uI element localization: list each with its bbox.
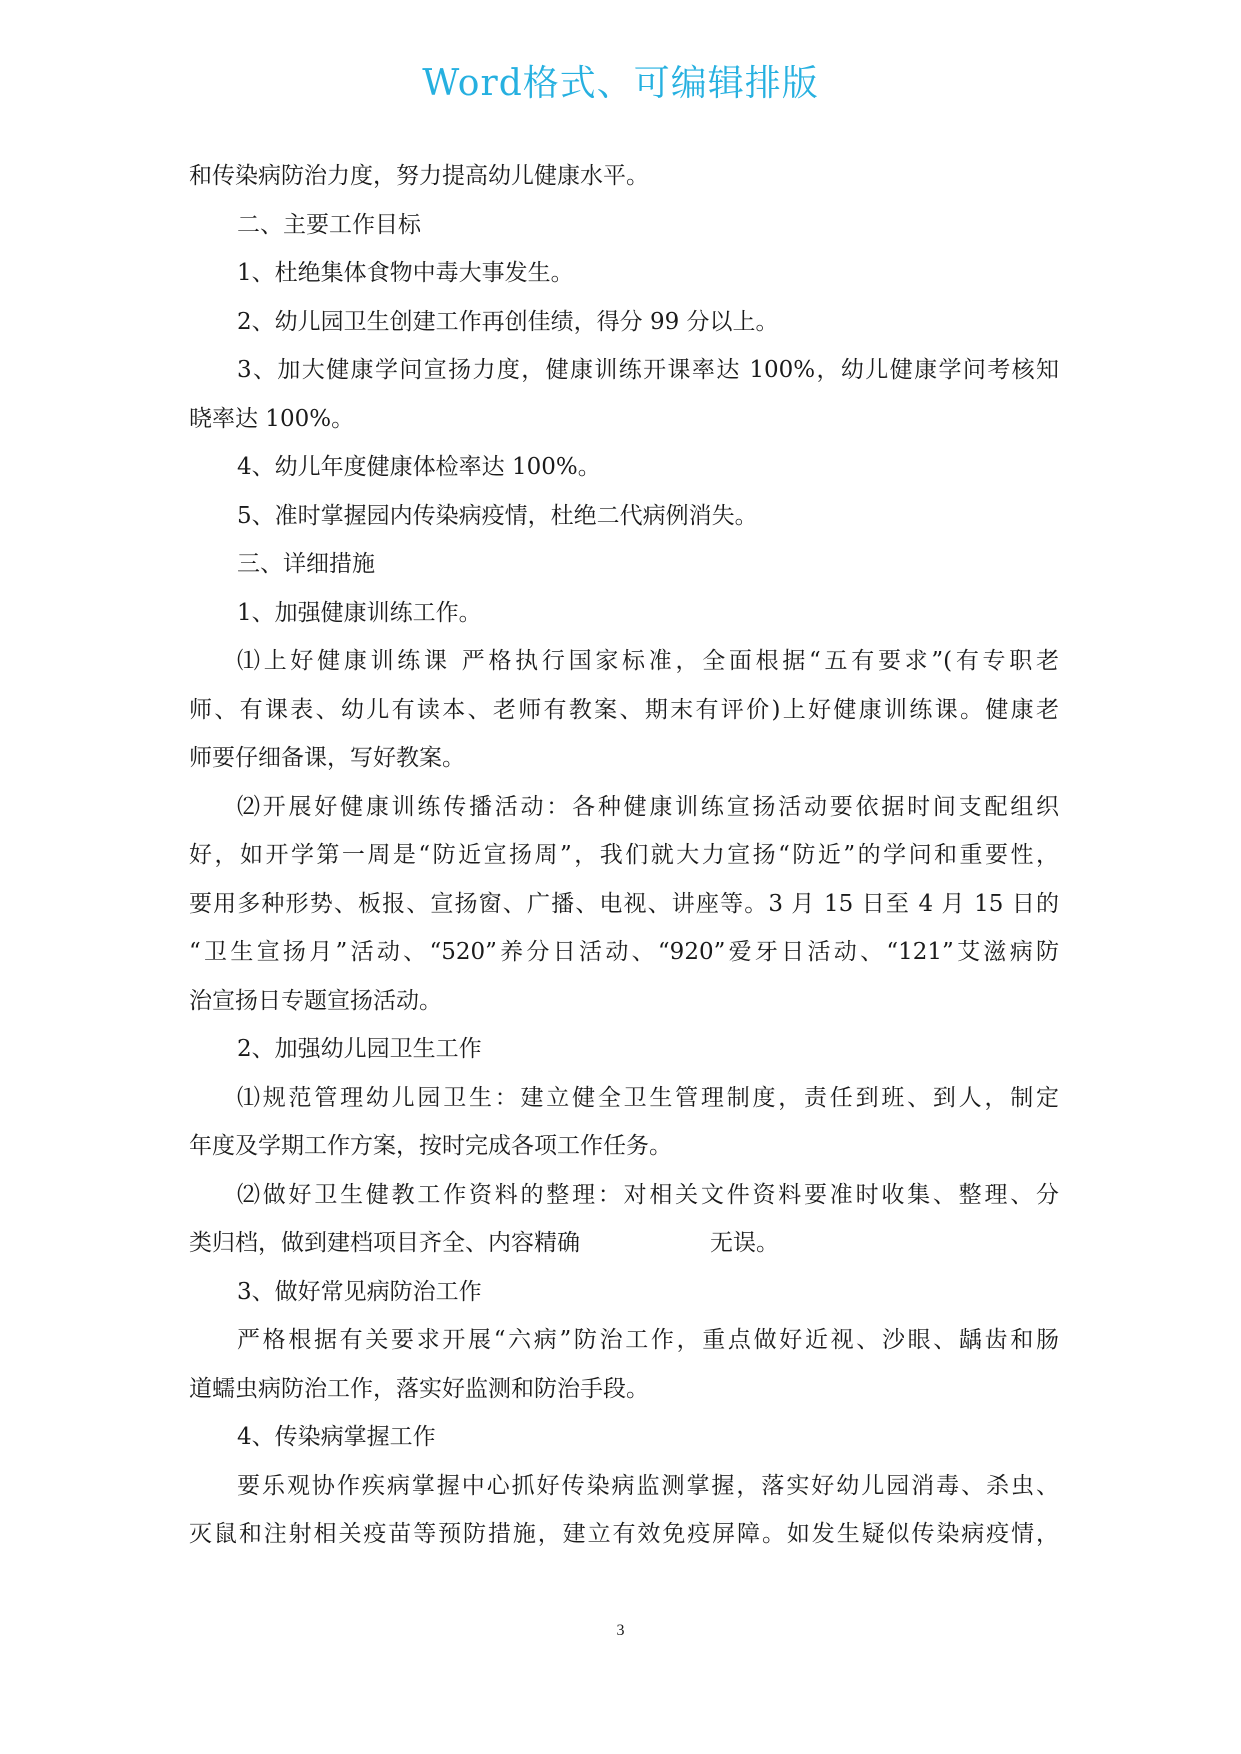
section-heading: 三、详细措施 — [237, 551, 375, 577]
paragraph-line: 年度及学期工作方案，按时完成各项工作任务。 — [189, 1133, 672, 1159]
paragraph-line: 和传染病防治力度，努力提高幼儿健康水平。 — [189, 163, 649, 189]
paragraph-line-end: 无误。 — [710, 1230, 779, 1256]
paragraph-line: ⑴规范管理幼儿园卫生：建立健全卫生管理制度，责任到班、到人，制定 — [237, 1084, 1059, 1111]
list-item: 2、幼儿园卫生创建工作再创佳绩，得分 99 分以上。 — [237, 308, 779, 335]
list-item: 3、加大健康学问宣扬力度，健康训练开课率达 100%，幼儿健康学问考核知 — [237, 357, 1059, 383]
paragraph-line: 师、有课表、幼儿有读本、老师有教案、期末有评价)上好健康训练课。健康老 — [189, 696, 1059, 723]
paragraph-line: ⑴上好健康训练课 严格执行国家标准，全面根据“五有要求”(有专职老 — [237, 648, 1059, 674]
section-heading: 二、主要工作目标 — [237, 211, 421, 238]
paragraph-line: ⑵做好卫生健教工作资料的整理：对相关文件资料要准时收集、整理、分 — [237, 1181, 1059, 1208]
paragraph-line: 晓率达 100%。 — [189, 405, 355, 432]
page-header-title: Word格式、可编辑排版 — [422, 63, 819, 104]
list-item: 4、幼儿年度健康体检率达 100%。 — [237, 454, 601, 480]
page-number: 3 — [616, 1622, 625, 1639]
list-item: 5、准时掌握园内传染病疫情，杜绝二代病例消失。 — [237, 502, 758, 529]
paragraph-line: 治宣扬日专题宣扬活动。 — [189, 987, 442, 1014]
paragraph-line: 道蠕虫病防治工作，落实好监测和防治手段。 — [189, 1375, 649, 1402]
paragraph-line: 要用多种形势、板报、宣扬窗、广播、电视、讲座等。3 月 15 日至 4 月 15 日的 — [189, 890, 1059, 917]
paragraph-line: 要乐观协作疾病掌握中心抓好传染病监测掌握，落实好幼儿园消毒、杀虫、 — [237, 1472, 1059, 1499]
document-body — [189, 152, 1059, 1559]
paragraph-line: 灭鼠和注射相关疫苗等预防措施，建立有效免疫屏障。如发生疑似传染病疫情， — [189, 1521, 1059, 1547]
subsection-heading: 4、传染病掌握工作 — [237, 1424, 436, 1450]
paragraph-line-start: 类归档，做到建档项目齐全、内容精确 — [189, 1230, 580, 1256]
paragraph-line — [189, 1219, 1059, 1268]
paragraph-line: 好，如开学第一周是“防近宣扬周”，我们就大力宣扬“防近”的学问和重要性， — [189, 842, 1059, 868]
subsection-heading: 1、加强健康训练工作。 — [237, 599, 482, 626]
paragraph-line: 严格根据有关要求开展“六病”防治工作，重点做好近视、沙眼、龋齿和肠 — [237, 1327, 1059, 1353]
paragraph-line: “卫生宣扬月”活动、“520”养分日活动、“920”爱牙日活动、“121”艾滋病防 — [189, 939, 1059, 965]
paragraph-line: ⑵开展好健康训练传播活动：各种健康训练宣扬活动要依据时间支配组织 — [237, 793, 1059, 820]
subsection-heading: 2、加强幼儿园卫生工作 — [237, 1036, 482, 1062]
subsection-heading: 3、做好常见病防治工作 — [237, 1278, 482, 1305]
list-item: 1、杜绝集体食物中毒大事发生。 — [237, 260, 574, 286]
paragraph-line: 师要仔细备课，写好教案。 — [189, 745, 465, 771]
